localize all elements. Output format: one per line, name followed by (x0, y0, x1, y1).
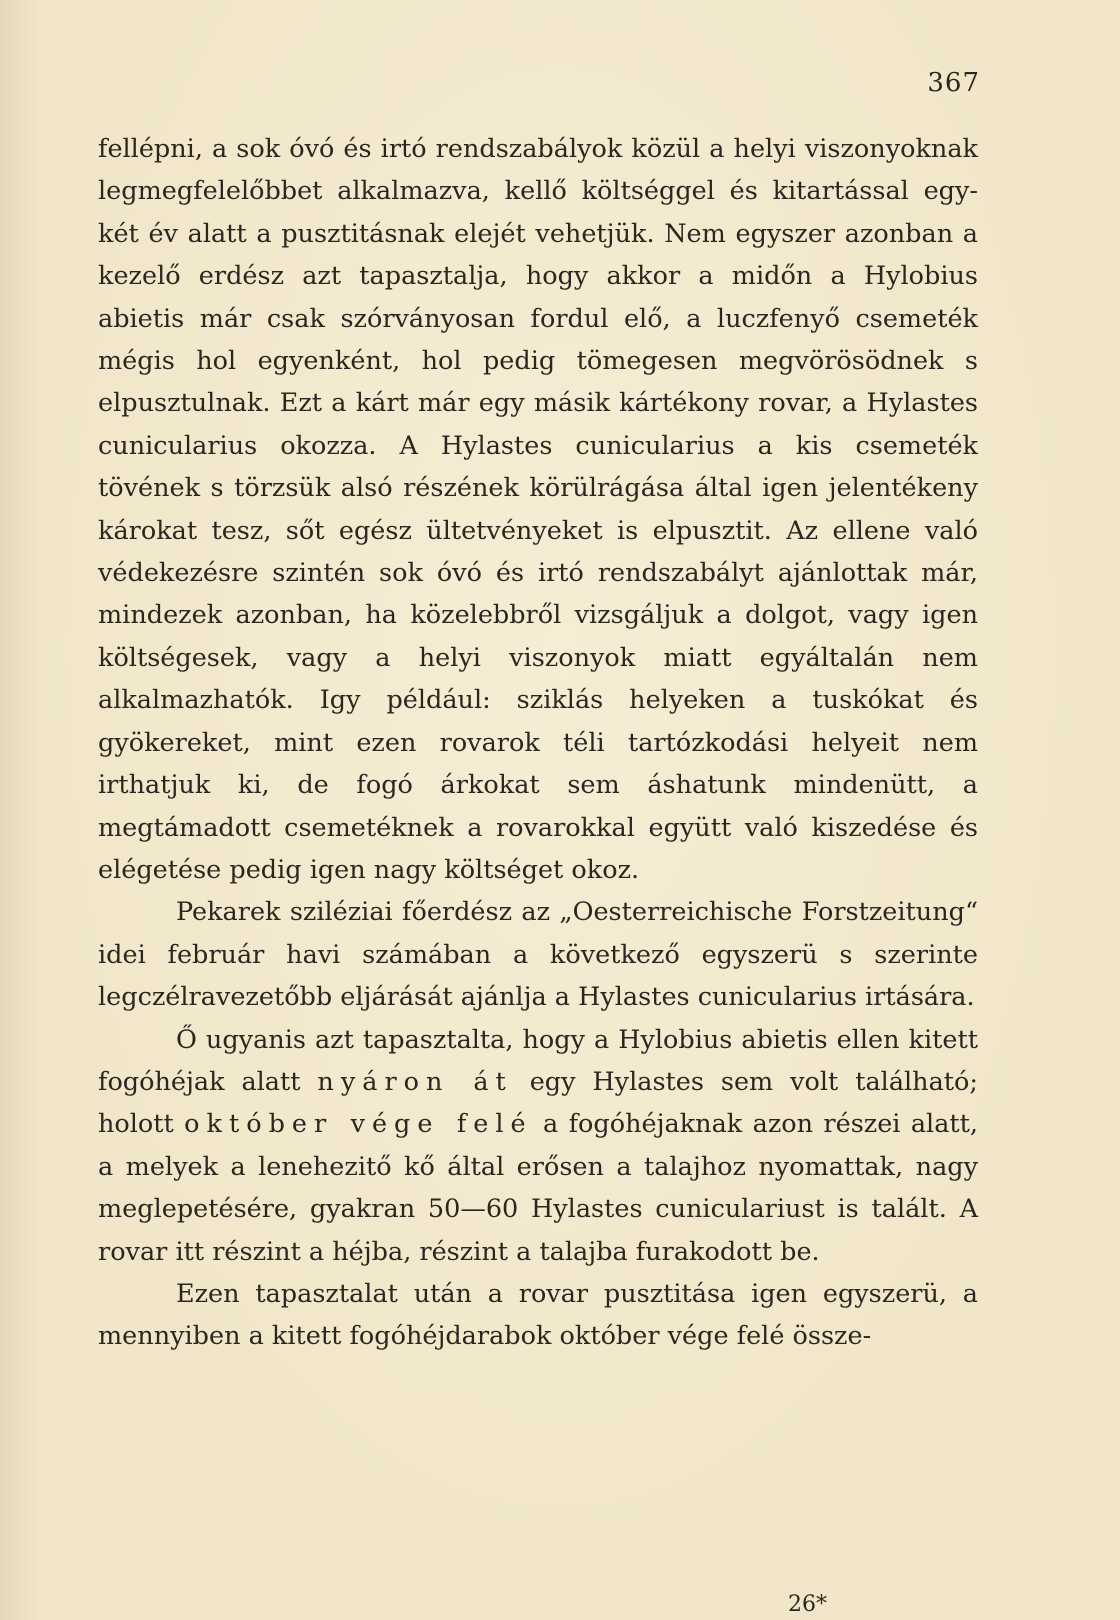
body-text (98, 128, 978, 1358)
paragraph-3-part-c: a fogóhéjaknak azon részei alatt, a melyek a lenehezitő kő által erősen a talajhoz nyomattak, nagy meglepetésére, gyakran 50—60 Hylastes cuniculariust is talált. A rovar itt részint a héjba, részint a talajba furakodott be. (98, 1109, 979, 1267)
signature-mark: 26* (788, 1592, 827, 1617)
paragraph-1: fellépni, a sok óvó és irtó rendszabályok közül a helyi viszonyoknak legmegfelelőbbet alkalmazva, kellő költséggel és kitartással egy-két év alatt a pusztitásnak elejét vehetjük. Nem egyszer azonban a kezelő erdész azt tapasztalja, hogy akkor a midőn a Hylobius abietis már csak szórványosan fordul elő, a luczfenyő csemeték mégis hol egyenként, hol pedig tömegesen megvörösödnek s elpusztulnak. Ezt a kárt már egy másik kártékony rovar, a Hylastes cunicularius okozza. A Hylastes cunicularius a kis csemeték tövének s törzsük alsó részének körülrágása által igen jelentékeny károkat tesz, sőt egész ültetvényeket is elpusztit. Az ellene való védekezésre szintén sok óvó és irtó rendszabályt ajánlottak már, mindezek azonban, ha közelebbről vizsgáljuk a dolgot, vagy igen költségesek, vagy a helyi viszonyok miatt egyáltalán nem alkalmazhatók. Igy például: sziklás helyeken a tuskókat és gyökereket, mint ezen rovarok téli tartózkodási helyeit nem irthatjuk ki, de fogó árkokat sem áshatunk mindenütt, a megtámadott csemetéknek a rovarokkal együtt való kiszedése és elégetése pedig igen nagy költséget okoz. (98, 134, 978, 885)
paragraph-3 (98, 1019, 978, 1273)
paragraph-2: Pekarek sziléziai főerdész az „Oesterreichische Forstzeitung“ idei február havi számában a következő egyszerü s szerinte legczélravezetőbb eljárását ajánlja a Hylastes cunicularius irtására. (98, 897, 978, 1013)
paragraph-3-part-a: Ő ugyanis azt tapasztalta, hogy a Hylobius abietis ellen kitett fogóhéjak alatt (98, 1024, 978, 1097)
emphasis-october: október vége felé (184, 1109, 533, 1140)
page-number: 367 (927, 68, 980, 98)
paragraph-4: Ezen tapasztalat után a rovar pusztitása igen egyszerü, a mennyiben a kitett fogóhéjdarabok október vége felé össze- (98, 1278, 978, 1352)
paragraph-3-part-b: egy Hylastes sem volt található; holott (98, 1066, 978, 1140)
emphasis-summer: nyáron át (317, 1066, 513, 1097)
